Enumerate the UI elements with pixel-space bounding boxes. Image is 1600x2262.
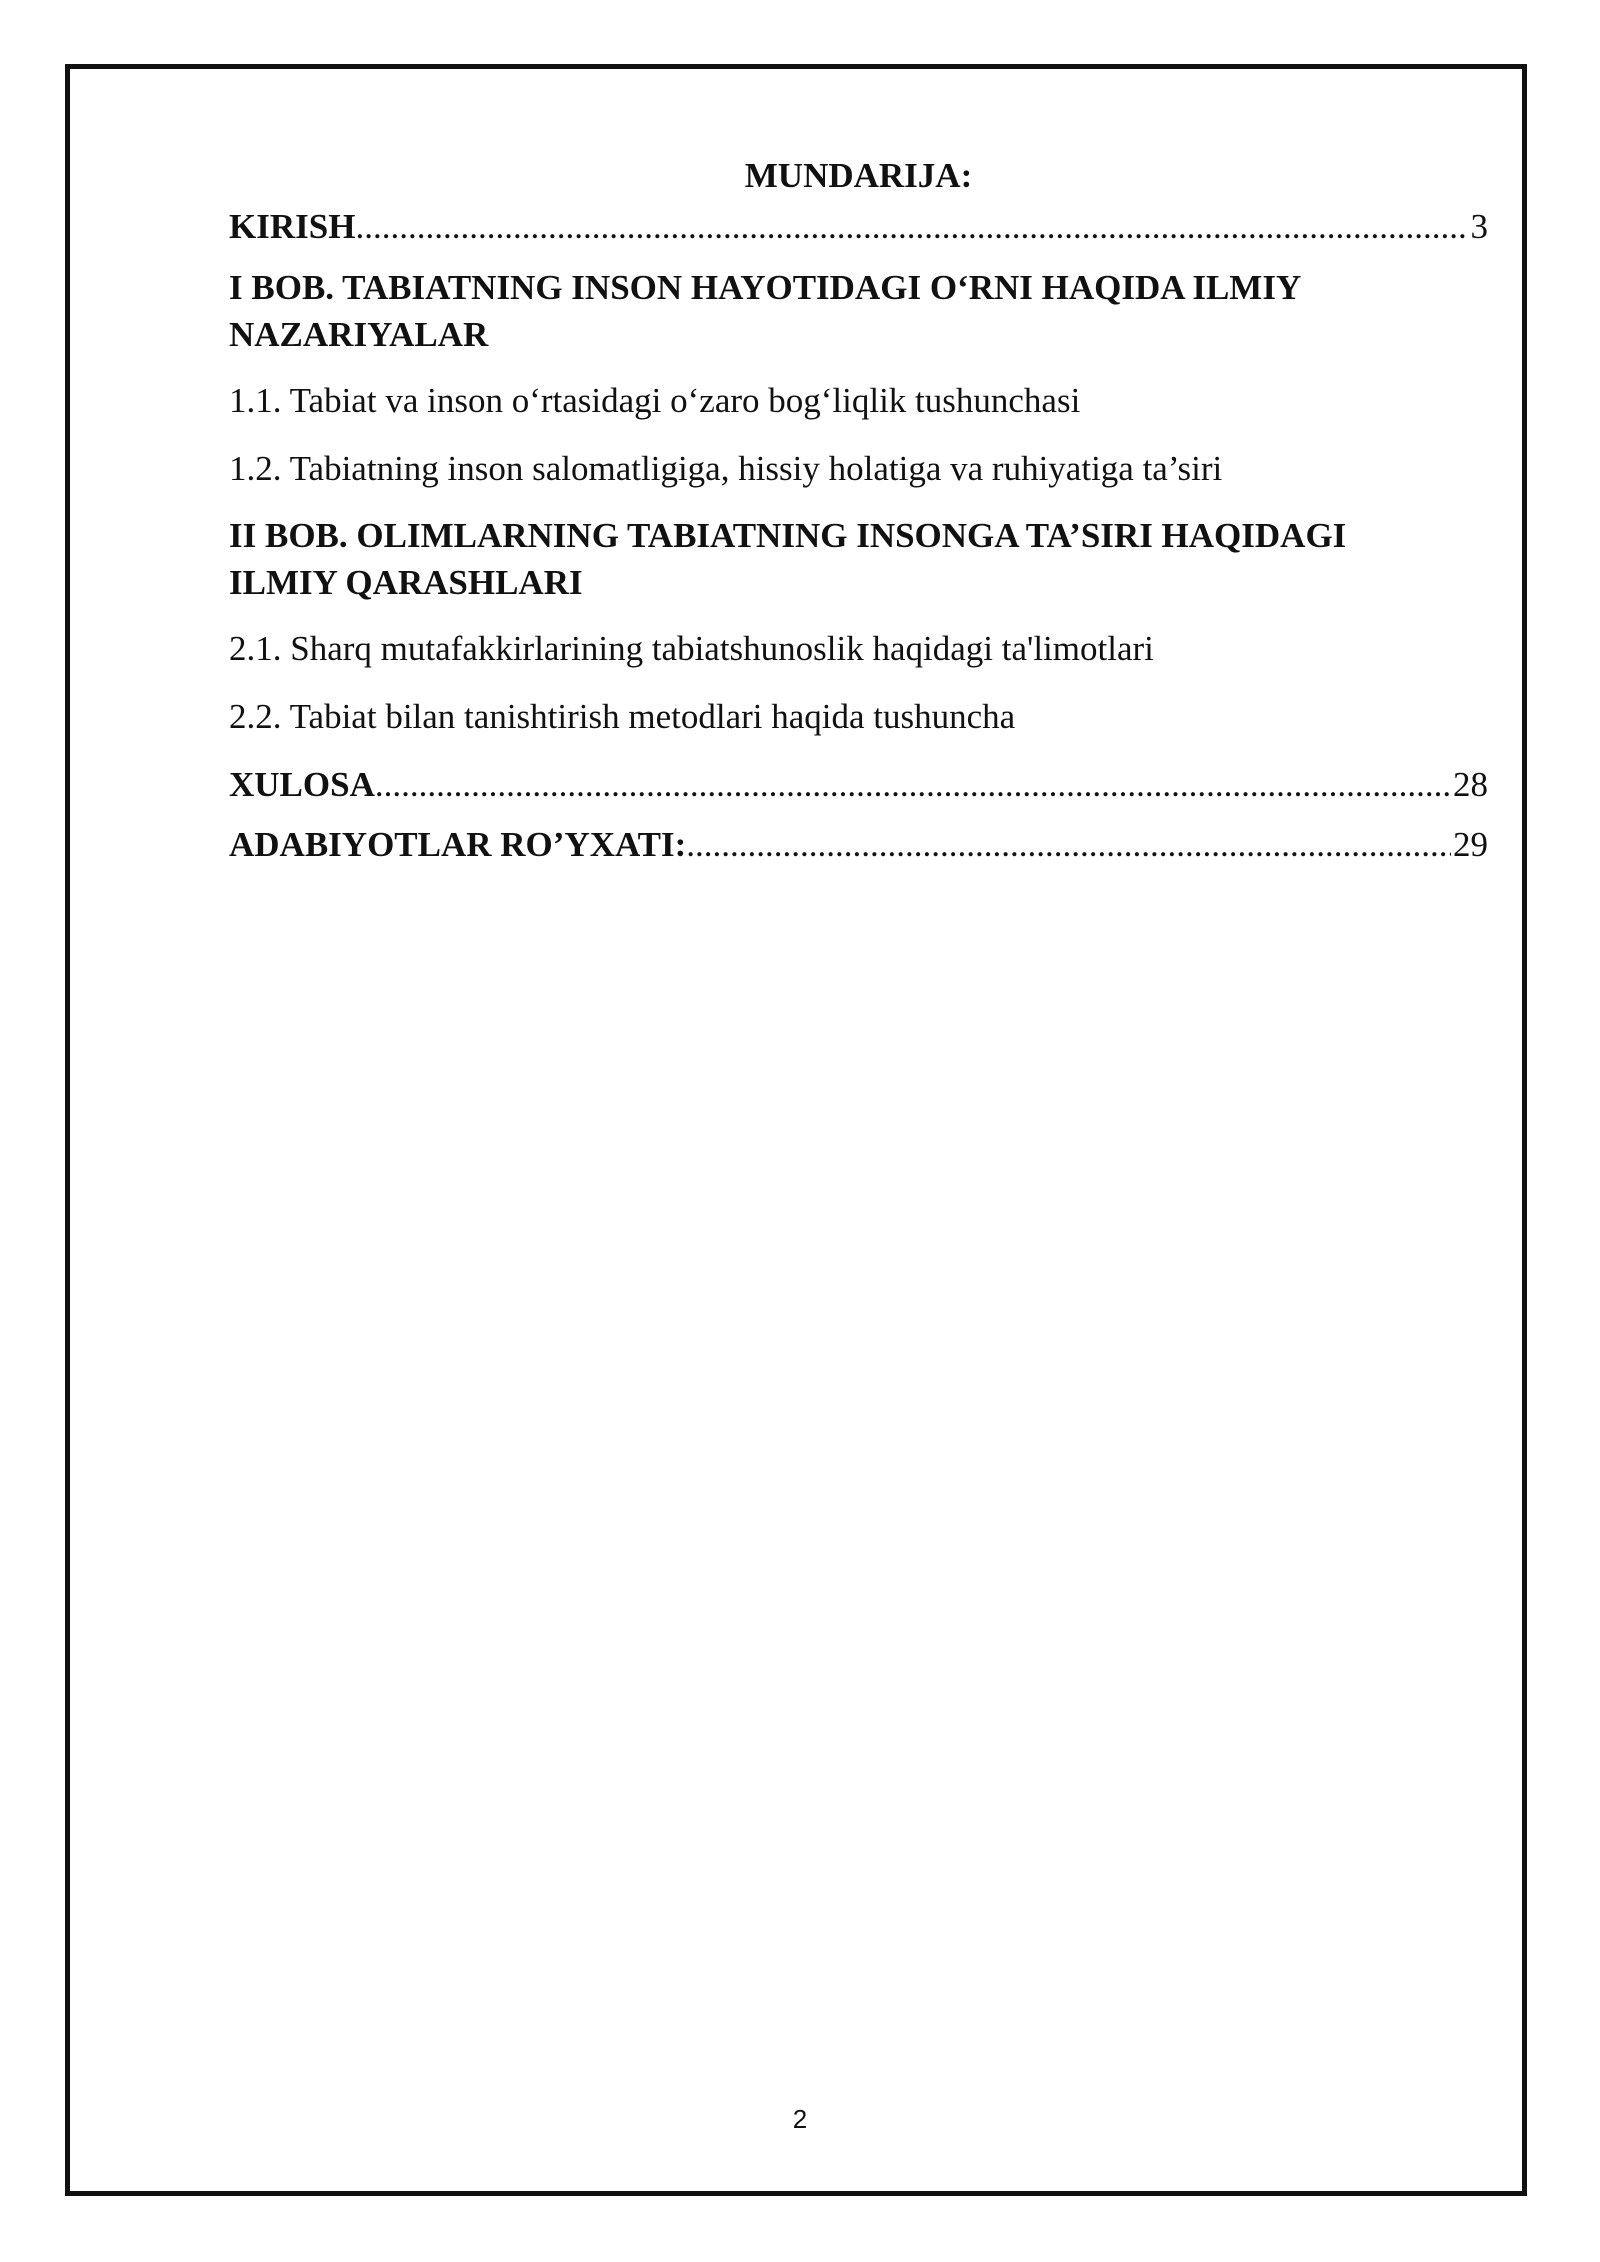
toc-entry-label: XULOSA — [229, 765, 375, 804]
toc-title: MUNDARIJA: — [744, 156, 973, 195]
chapter-2-line-2: ILMIY QARASHLARI — [229, 563, 583, 602]
dot-leader — [686, 822, 1451, 868]
toc-entry-adabiyotlar[interactable] — [229, 822, 1488, 868]
dot-leader — [355, 204, 1468, 250]
dot-leader — [375, 762, 1451, 808]
toc-entry-kirish[interactable] — [229, 204, 1488, 250]
toc-section-2-1[interactable]: 2.1. Sharq mutafakkirlarining tabiatshunoslik haqidagi ta'limotlari — [229, 629, 1154, 668]
table-of-contents — [229, 148, 1488, 868]
toc-entry-xulosa[interactable] — [229, 762, 1488, 808]
toc-entry-page: 3 — [1470, 207, 1488, 246]
toc-entry-label: ADABIYOTLAR RO’YXATI: — [229, 825, 687, 864]
toc-chapter-1[interactable] — [229, 264, 1488, 358]
toc-entry-page: 28 — [1453, 765, 1488, 804]
chapter-2-line-1: II BOB. OLIMLARNING TABIATNING INSONGA TA’SIRI HAQIDAGI — [229, 516, 1347, 555]
toc-entry-page: 29 — [1453, 825, 1488, 864]
toc-entry-label: KIRISH — [229, 207, 356, 246]
chapter-1-line-2: NAZARIYALAR — [229, 315, 489, 354]
toc-section-1-1[interactable]: 1.1. Tabiat va inson o‘rtasidagi o‘zaro bog‘liqlik tushunchasi — [229, 381, 1081, 420]
page-number: 2 — [792, 2104, 808, 2134]
toc-section-2-2[interactable]: 2.2. Tabiat bilan tanishtirish metodlari haqida tushuncha — [229, 697, 1016, 736]
toc-chapter-2[interactable] — [229, 512, 1488, 606]
chapter-1-line-1: I BOB. TABIATNING INSON HAYOTIDAGI O‘RNI HAQIDA ILMIY — [229, 268, 1302, 307]
toc-section-1-2[interactable]: 1.2. Tabiatning inson salomatligiga, hissiy holatiga va ruhiyatiga ta’siri — [229, 449, 1223, 488]
